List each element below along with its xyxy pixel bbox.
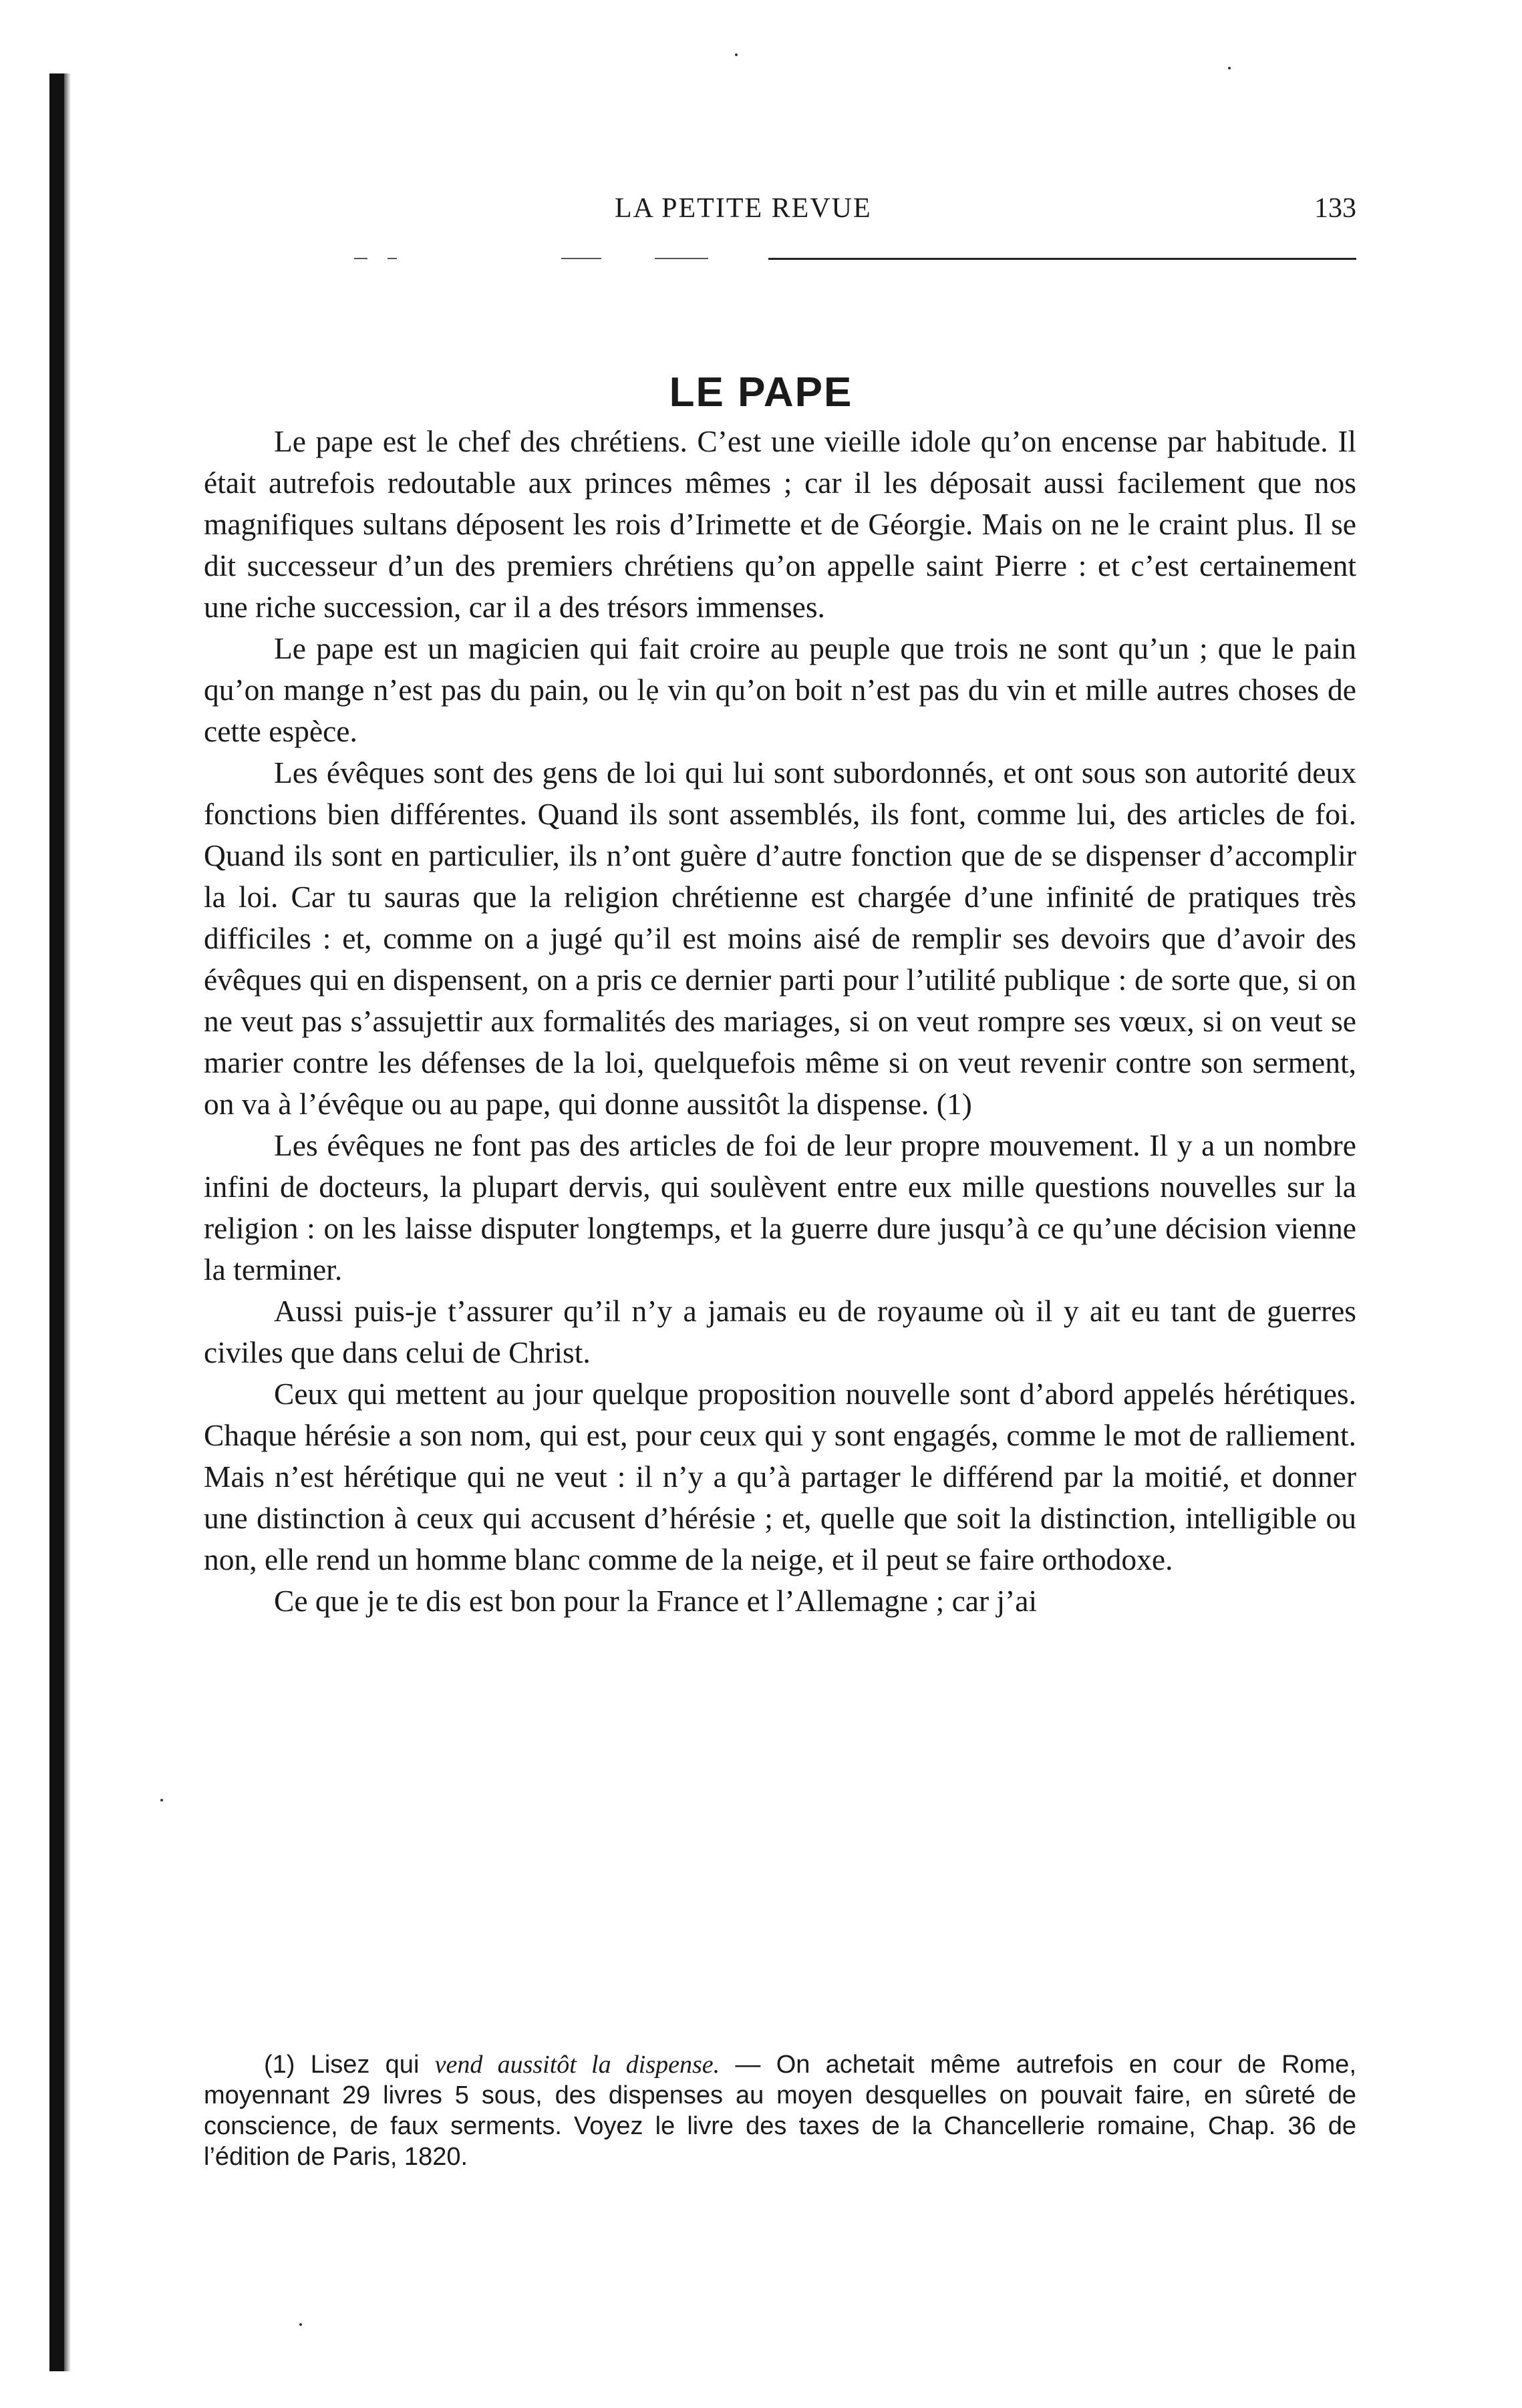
running-header [207,192,1356,226]
page-number: 133 [1314,193,1356,224]
page-binding-edge [49,73,64,2371]
scan-speck [160,1799,163,1801]
header-rule-fragment [561,258,601,259]
scan-speck [299,2323,302,2326]
footnote-rest: — On achetait même autrefois en cour de Rome, moyennant 29 livres 5 sous, des dispenses au moyen desquelles on pouvait faire, en sûreté de conscience, de faux serments. Voyez le livre des taxes de la Chancellerie romaine, Chap. 36 de l’édition de Paris, 1820. [204,2051,1356,2171]
header-rule-fragment [655,258,708,259]
footnote [204,2049,1356,2172]
header-rule [768,258,1356,260]
header-rule-fragment [388,258,397,259]
paragraph: Les évêques sont des gens de loi qui lui sont subordonnés, et ont sous son autorité deux fonctions bien différentes. Quand ils sont assemblés, ils font, comme lui, des articles de foi. Quand ils sont en particulier, ils n’ont guère d’autre fonction que de se dispenser d’accomplir la loi. Car tu sauras que la religion chrétienne est chargée d’une infinité de pratiques très difficiles : et, comme on a jugé qu’il est moins aisé de remplir ses devoirs que d’avoir des évêques qui en dispensent, on a pris ce dernier parti pour l’utilité publique : de sorte que, si on ne veut pas s’assujettir aux formalités des mariages, si on veut rompre ses vœux, si on veut se marier contre les défenses de la loi, quelquefois même si on veut revenir contre son serment, on va à l’évêque ou au pape, qui donne aussitôt la dispense. (1) [204,755,1356,1121]
paragraph: Le pape est un magicien qui fait croire au peuple que trois ne sont qu’un ; que le pain qu’on mange n’est pas du pain, ou le vin qu’on boit n’est pas du vin et mille autres choses de cette espèce. [204,631,1356,748]
paragraph: Ce que je te dis est bon pour la France et l’Allemagne ; car j’ai [274,1584,1038,1618]
page-binding-shadow [64,73,71,2371]
article-title: LE PAPE [669,369,853,415]
header-rule-fragment [354,258,367,259]
paragraph: Aussi puis-je t’assurer qu’il n’y a jamais eu de royaume où il y ait eu tant de guerres civiles que dans celui de Christ. [204,1294,1356,1369]
article-body [204,421,1356,1622]
footnote-italic: vend aussitôt la dispense. [434,2051,720,2079]
footnote-text [204,2049,1356,2172]
running-title: LA PETITE REVUE [615,193,872,224]
paragraph: Le pape est le chef des chrétiens. C’est une vieille idole qu’on encense par habitude. Il était autrefois redoutable aux princes mêmes ; car il les déposait aussi facilement que nos magnifiques sultans déposent les rois d’Irimette et de Géorgie. Mais on ne le craint plus. Il se dit successeur d’un des premiers chrétiens qu’on appelle saint Pierre : et c’est certainement une riche succession, car il a des trésors immenses. [204,424,1356,624]
paragraph: Ceux qui mettent au jour quelque proposition nouvelle sont d’abord appelés hérétiques. Chaque hérésie a son nom, qui est, pour ceux qui y sont engagés, comme le mot de ralliement. Mais n’est hérétique qui ne veut : il n’y a qu’à partager le différend par la moitié, et donner une distinction à ceux qui accusent d’hérésie ; et, quelle que soit la distinction, intelligible ou non, elle rend un homme blanc comme de la neige, et il peut se faire orthodoxe. [204,1377,1356,1576]
scan-speck [1228,67,1231,69]
scan-speck [735,53,738,56]
footnote-lead: (1) Lisez qui [264,2051,435,2079]
paragraph: Les évêques ne font pas des articles de foi de leur propre mouvement. Il y a un nombre infini de docteurs, la plupart dervis, qui soulèvent entre eux mille questions nouvelles sur la religion : on les laisse disputer longtemps, et la guerre dure jusqu’à ce qu’une décision vienne la terminer. [204,1128,1356,1286]
